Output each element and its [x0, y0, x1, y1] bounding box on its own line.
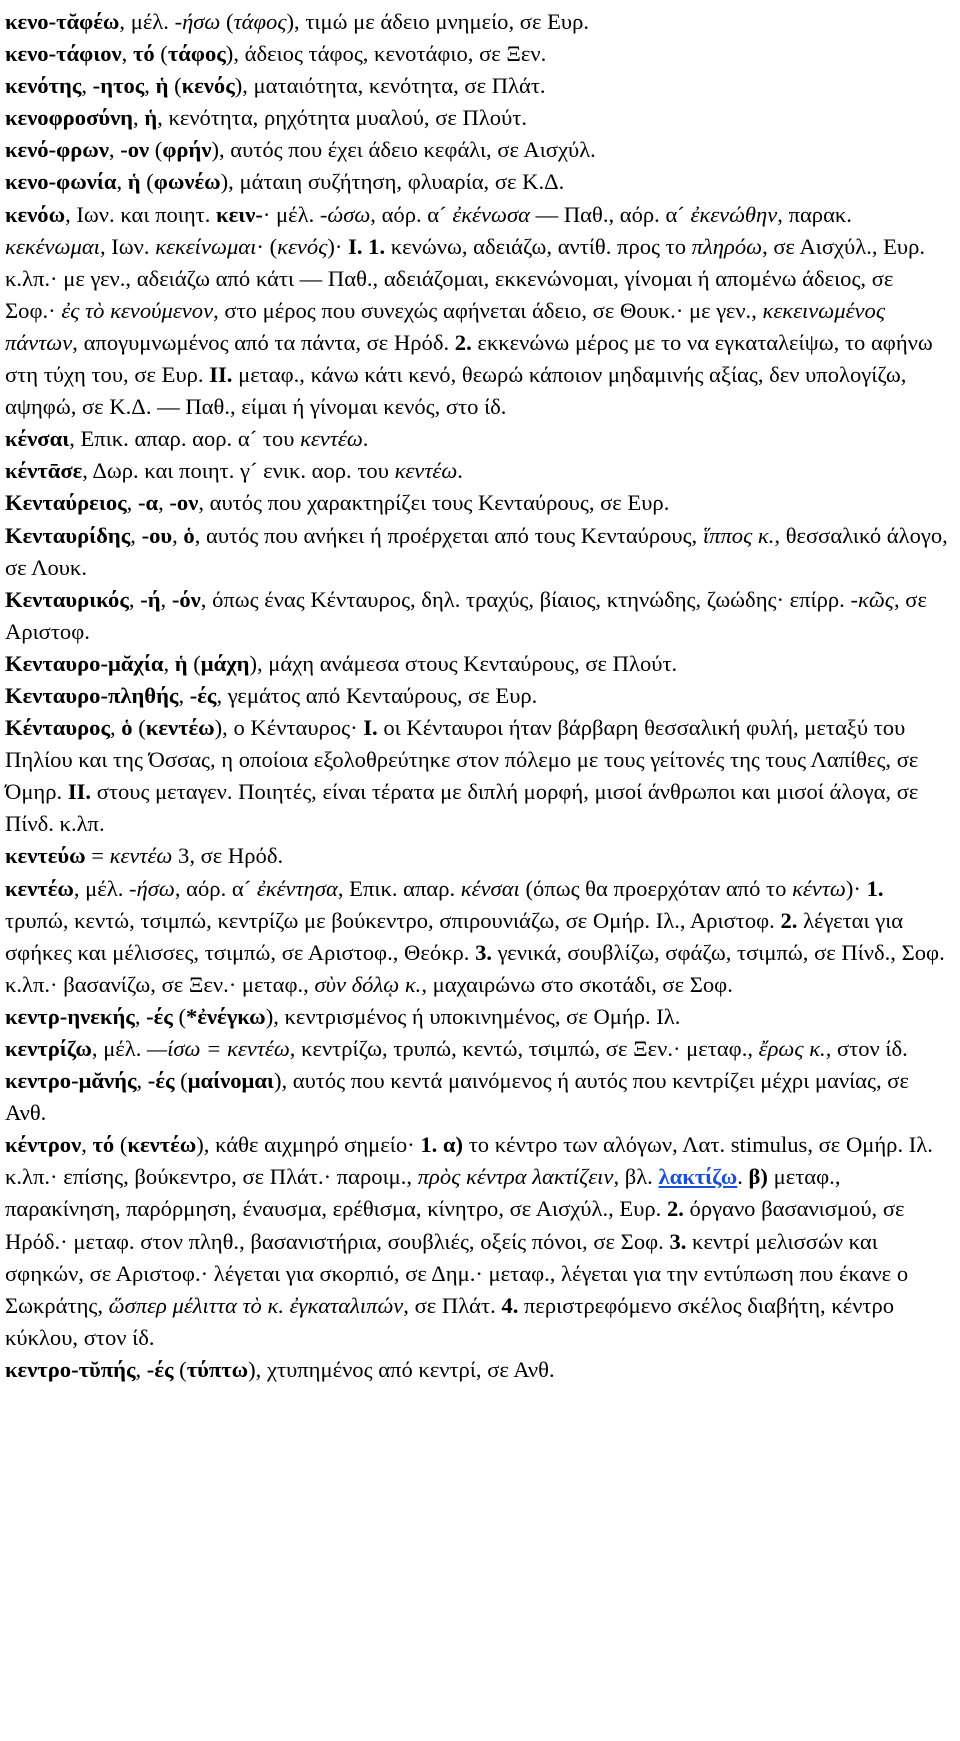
dictionary-entry: [5, 487, 948, 519]
bold-text: ὁ: [121, 715, 133, 741]
italic-text: κεκένωμαι: [5, 233, 100, 259]
dictionary-entry: [5, 873, 948, 1001]
bold-text: 1.: [866, 875, 884, 901]
entry-text: (: [173, 1356, 187, 1382]
italic-text: -κῶς: [850, 586, 894, 612]
headword: Κενταυρικός: [5, 586, 129, 612]
headword: Κενταύρειος: [5, 490, 127, 516]
headword: Κενταυρο-πληθής: [5, 682, 179, 708]
entry-text: ,: [108, 137, 121, 163]
entry-text: (: [220, 9, 234, 34]
headword: κεντρο-τῠπής: [5, 1356, 136, 1382]
entry-text: (: [154, 41, 168, 67]
bold-text: κειν-: [216, 201, 263, 227]
italic-text: κεντέω: [109, 843, 173, 869]
entry-text: ), ματαιότητα, κενότητα, σε Πλάτ.: [234, 73, 546, 99]
entry-text: γενικά, σουβλίζω, σφάζω, τσιμπώ, σε Πίνδ., Σοφ. κ.λπ.· βασανίζω, σε Ξεν.· μεταφ.,: [5, 939, 945, 997]
entry-text: — Παθ., αόρ. α´: [529, 201, 691, 227]
entry-text: ), ο Κένταυρος·: [214, 715, 364, 741]
bold-text: -α: [137, 490, 159, 516]
bold-text: I. 1.: [348, 233, 386, 259]
bold-text: κενός: [181, 73, 235, 99]
dictionary-entry: [5, 712, 948, 840]
entry-text: , Επικ. απαρ. αορ. α´ του: [69, 426, 301, 452]
entry-text: μεταφ., κάνω κάτι κενό, θεωρώ κάποιον μηδαμινής αξίας, δεν υπολογίζω, αψηφώ, σε Κ.Δ. — Παθ., είμαι ή γίνομαι κενός, στο ίδ.: [5, 362, 907, 420]
headword: κεντρίζω: [5, 1036, 92, 1061]
bold-text: τό: [132, 41, 155, 67]
italic-text: κεκείνωμαι: [155, 233, 257, 259]
bold-text: ἡ: [174, 650, 188, 676]
bold-text: 3.: [475, 939, 493, 965]
bold-text: *ἐνέγκω: [186, 1003, 266, 1029]
italic-text: ἐς τὸ κενούμενον: [61, 297, 214, 323]
headword: κενο-τᾰφέω: [5, 9, 120, 34]
dictionary-entry: [5, 6, 948, 38]
dictionary-entry: [5, 423, 948, 455]
dictionary-entry: [5, 584, 948, 648]
italic-text: πληρόω: [691, 233, 763, 259]
headword: Κενταυρο-μᾰχία: [5, 650, 164, 676]
bold-text: 2.: [666, 1196, 684, 1222]
entry-text: , όπως ένας Κένταυρος, δηλ. τραχύς, βίαιος, κτηνώδης, ζωώδης· επίρρ.: [200, 586, 851, 612]
entry-text: ,: [81, 1132, 93, 1158]
bold-text: -ές: [146, 1356, 174, 1382]
bold-text: -ές: [146, 1003, 173, 1029]
bold-text: 1. α): [420, 1132, 464, 1158]
entry-text: , σε Πλάτ.: [403, 1292, 502, 1318]
entry-text: (όπως θα προερχόταν από το: [519, 875, 793, 901]
entry-text: , αόρ. α´: [370, 201, 453, 227]
entry-text: , μέλ.: [119, 9, 175, 34]
entry-text: )·: [845, 875, 867, 901]
entry-text: , σε Αισχύλ., Ευρ. κ.λπ.· με γεν., αδειάζω από κάτι — Παθ., αδειάζομαι, εκκενώνομαι, γίνομαι ή απομένω άδειος, σε Σοφ.·: [5, 233, 926, 323]
dictionary-entry: [5, 1129, 948, 1354]
entry-text: ), κάθε αιχμηρό σημείο·: [196, 1132, 421, 1158]
dictionary-entry: [5, 166, 948, 198]
entry-text: , αυτός που χαρακτηρίζει τους Κενταύρους, σε Ευρ.: [198, 490, 670, 516]
bold-text: -όν: [171, 586, 201, 612]
headword: κένσαι: [5, 426, 70, 452]
italic-text: κεκεινωμένος πάντων: [5, 297, 885, 355]
entry-text: 3, σε Ηρόδ.: [172, 843, 284, 869]
headword: κενότης: [5, 73, 82, 99]
entry-text: ), αυτός που κεντά μαινόμενος ή αυτός που κεντρίζει μέχρι μανίας, σε Ανθ.: [5, 1068, 909, 1126]
italic-text: κέντω: [792, 875, 846, 901]
headword: κεντέω: [5, 875, 74, 901]
entry-text: ), μάταιη συζήτηση, φλυαρία, σε Κ.Δ.: [220, 169, 565, 195]
entry-text: περιστρεφόμενο σκέλος διαβήτη, κέντρο κύκλου, στον ίδ.: [5, 1292, 895, 1350]
entry-text: ,: [136, 1068, 148, 1094]
entry-text: ), χτυπημένος από κεντρί, σε Ανθ.: [248, 1356, 555, 1382]
italic-text: κεντέω: [300, 426, 363, 452]
italic-text: ἐκέντησα: [256, 875, 338, 901]
italic-text: -ώσω: [319, 201, 371, 227]
entry-text: ,: [128, 586, 141, 612]
italic-text: ἐκενώθην: [690, 201, 778, 227]
bold-text: -ου: [141, 522, 173, 548]
bold-text: -ον: [120, 137, 150, 163]
entry-text: ), τιμώ με άδειο μνημείο, σε Ευρ.: [286, 9, 590, 34]
bold-text: -ές: [147, 1068, 175, 1094]
italic-text: -ήσω: [129, 875, 175, 901]
entry-text: ,: [133, 105, 145, 131]
entry-text: ,: [81, 73, 93, 99]
entry-text: ,: [130, 522, 142, 548]
entry-text: , θεσσαλικό άλογο, σε Λουκ.: [5, 522, 948, 580]
entry-text: .: [457, 458, 463, 484]
entry-text: (: [172, 1003, 187, 1029]
entry-text: κενώνω, αδειάζω, αντίθ. προς το: [385, 233, 692, 259]
entry-text: το κέντρο των αλόγων, Λατ. stimulus, σε Ομήρ. Ιλ. κ.λπ.· επίσης, βούκεντρο, σε Πλάτ.· παροιμ.,: [5, 1132, 933, 1190]
entry-text: , κενότητα, ρηχότητα μυαλού, σε Πλούτ.: [157, 105, 528, 131]
entry-text: =: [85, 843, 110, 869]
bold-text: -ον: [169, 490, 199, 516]
entry-text: ,: [134, 1003, 147, 1029]
italic-text: κεντέω: [394, 458, 458, 484]
dictionary-entry: [5, 70, 948, 102]
entry-text: ,: [110, 715, 122, 741]
dictionary-entry: [5, 840, 948, 872]
italic-text: ἔρως κ.: [758, 1036, 826, 1061]
bold-text: I.: [363, 715, 378, 741]
dictionary-entry: [5, 102, 948, 134]
bold-text: κεντέω: [145, 715, 215, 741]
dictionary-entry: [5, 199, 948, 424]
bold-text: ἡ: [127, 169, 141, 195]
entry-text: ,: [135, 1356, 147, 1382]
dictionary-entry: [5, 520, 948, 584]
bold-text: φωνέω: [153, 169, 221, 195]
headword: κεντρο-μᾰνής: [5, 1068, 137, 1094]
entry-text: , Ιων.: [99, 233, 156, 259]
dictionary-entry: [5, 1033, 948, 1065]
entry-text: (: [149, 137, 163, 163]
entry-text: ), μάχη ανάμεσα στους Κενταύρους, σε Πλούτ.: [249, 650, 678, 676]
italic-text: κένσαι: [460, 875, 520, 901]
entry-text: (: [174, 1068, 188, 1094]
italic-text: ἐκένωσα: [452, 201, 530, 227]
dictionary-entry: [5, 38, 948, 70]
headword: Κένταυρος: [5, 715, 110, 741]
entry-text: , Ιων. και ποιητ.: [65, 201, 217, 227]
entry-text: τρυπώ, κεντώ, τσιμπώ, κεντρίζω με βούκεντρο, σπιρουνιάζω, σε Ομήρ. Ιλ., Αριστοφ.: [5, 907, 781, 933]
entry-text: , απογυμνωμένος από τα πάντα, σε Ηρόδ.: [72, 329, 455, 355]
entry-text: ,: [116, 169, 128, 195]
entry-text: ), άδειος τάφος, κενοτάφιο, σε Ξεν.: [225, 41, 547, 67]
italic-text: σὺν δόλῳ κ.: [314, 971, 422, 997]
entry-text: , σε Αριστοφ.: [5, 586, 927, 644]
entry-text: , στον ίδ.: [825, 1036, 908, 1061]
entry-text: ,: [172, 522, 184, 548]
bold-text: τάφος: [167, 41, 226, 67]
entry-text: , μέλ.: [73, 875, 130, 901]
entry-text: , αυτός που ανήκει ή προέρχεται από τους Κενταύρους,: [194, 522, 703, 548]
bold-text: μάχη: [200, 650, 250, 676]
bold-text: II.: [67, 779, 92, 805]
italic-text: πρὸς κέντρα λακτίζειν: [417, 1164, 614, 1190]
entry-text: κεντρί μελισσών και σφηκών, σε Αριστοφ.· λέγεται για σκορπιό, σε Δημ.· μεταφ., λέγεται για την εντύπωση που έκανε ο Σωκράτης,: [5, 1228, 909, 1318]
entry-text: ,: [126, 490, 138, 516]
entry-text: , αόρ. α´: [174, 875, 257, 901]
bold-text: β): [748, 1164, 768, 1190]
entry-text: ,: [144, 73, 156, 99]
bold-text: μαίνομαι: [187, 1068, 274, 1094]
entry-text: , στο μέρος που συνεχώς αφήνεται άδειο, σε Θουκ.· με γεν.,: [213, 297, 763, 323]
entry-text: (: [168, 73, 182, 99]
entry-text: , γεμάτος από Κενταύρους, σε Ευρ.: [216, 682, 538, 708]
headword: Κενταυρίδης: [5, 522, 131, 548]
dictionary-entry: [5, 1001, 948, 1033]
entry-text: , κεντρίζω, τρυπώ, κεντώ, τσιμπώ, σε Ξεν.· μεταφ.,: [289, 1036, 759, 1061]
bold-text: 2.: [780, 907, 798, 933]
entry-text: , μέλ.: [91, 1036, 148, 1061]
entry-text: , Δωρ. και ποιητ. γ´ ενικ. αορ. του: [82, 458, 395, 484]
bold-text: 4.: [501, 1292, 519, 1318]
italic-text: -ήσω: [174, 9, 221, 34]
headword: κενόω: [5, 201, 66, 227]
headword: κενο-τάφιον: [5, 41, 122, 67]
headword: κενο-φωνία: [5, 169, 117, 195]
bold-text: κεντέω: [127, 1132, 197, 1158]
dictionary-entry: [5, 680, 948, 712]
entry-text: μεταφ., παρακίνηση, παρόρμηση, έναυσμα, ερέθισμα, κίνητρο, σε Αισχύλ., Ευρ.: [5, 1164, 841, 1222]
bold-text: -ές: [189, 682, 217, 708]
entry-text: ,: [160, 586, 172, 612]
entry-text: , παρακ.: [777, 201, 852, 227]
bold-text: τό: [92, 1132, 115, 1158]
headword: κενοφροσύνη: [5, 105, 134, 131]
italic-text: κενός: [277, 233, 328, 259]
entry-text: , βλ.: [613, 1164, 659, 1190]
bold-text: II.: [209, 362, 233, 388]
entry-text: , Επικ. απαρ.: [337, 875, 461, 901]
entry-text: στους μεταγεν. Ποιητές, είναι τέρατα με διπλή μορφή, μισοί άνθρωποι και μισοί άλογα, σε Πίνδ. κ.λπ.: [5, 779, 919, 837]
entry-text: · μέλ.: [262, 201, 320, 227]
headword: κεντρ-ηνεκής: [5, 1003, 135, 1029]
bold-text: 2.: [454, 329, 472, 355]
entry-text: )·: [327, 233, 349, 259]
headword: κέντᾱσε: [5, 458, 83, 484]
headword: κεντεύω: [5, 843, 86, 869]
bold-text: ἡ: [155, 73, 169, 99]
dictionary-entry: [5, 455, 948, 487]
bold-text: -ή: [140, 586, 161, 612]
entry-text: ,: [163, 650, 175, 676]
dictionary-entry: [5, 1065, 948, 1129]
entry-text: · (: [256, 233, 278, 259]
entry-text: .: [737, 1164, 749, 1190]
headword: κενό-φρων: [5, 137, 109, 163]
entry-text: (: [114, 1132, 128, 1158]
entry-text: .: [362, 426, 369, 452]
entry-text: λέγεται για σφήκες και μέλισσες, τσιμπώ, σε Αριστοφ., Θεόκρ.: [5, 907, 904, 965]
entry-text: , μαχαιρώνω στο σκοτάδι, σε Σοφ.: [421, 971, 733, 997]
italic-text: ἵππος κ.: [702, 522, 775, 548]
bold-text: ἡ: [144, 105, 158, 131]
bold-text: ὁ: [183, 522, 195, 548]
entry-text: ,: [121, 41, 133, 67]
entry-text: ), αυτός που έχει άδειο κεφάλι, σε Αισχύλ.: [211, 137, 596, 163]
italic-text: —ίσω = κεντέω: [147, 1036, 290, 1061]
entry-text: (: [132, 715, 146, 741]
bold-text: 3.: [669, 1228, 687, 1254]
entry-text: ,: [178, 682, 190, 708]
entry-text: εκκενώνω μέρος με το να εγκαταλείψω, το αφήνω στη τύχη του, σε Ευρ.: [5, 329, 933, 388]
entry-text: ), κεντρισμένος ή υποκινημένος, σε Ομήρ. Ιλ.: [265, 1003, 681, 1029]
headword: κέντρον: [5, 1132, 82, 1158]
bold-text: φρήν: [162, 137, 212, 163]
dictionary-entry: [5, 1354, 948, 1386]
entry-text: ,: [158, 490, 170, 516]
entry-text: (: [140, 169, 154, 195]
italic-text: τάφος: [233, 9, 287, 34]
entry-text: οι Κένταυροι ήταν βάρβαρη θεσσαλική φυλή, μεταξύ του Πηλίου και της Όσσας, η οποίοια εξολοθρεύτηκε στον πόλεμο με τους γείτονές της τους Λαπίθες, σε Όμηρ.: [5, 715, 919, 805]
bold-text: τύπτω: [186, 1356, 249, 1382]
cross-reference-link[interactable]: λακτίζω: [658, 1164, 738, 1190]
bold-text: -ητος: [92, 73, 145, 99]
entry-text: όργανο βασανισμού, σε Ηρόδ.· μεταφ. στον πληθ., βασανιστήρια, σουβλιές, οξείς πόνοι, σε Σοφ.: [5, 1196, 905, 1254]
entry-text: (: [187, 650, 201, 676]
italic-text: ὥσπερ μέλιττα τὸ κ. ἐγκαταλιπών: [108, 1292, 404, 1318]
dictionary-entry: [5, 648, 948, 680]
dictionary-entry: [5, 134, 948, 166]
